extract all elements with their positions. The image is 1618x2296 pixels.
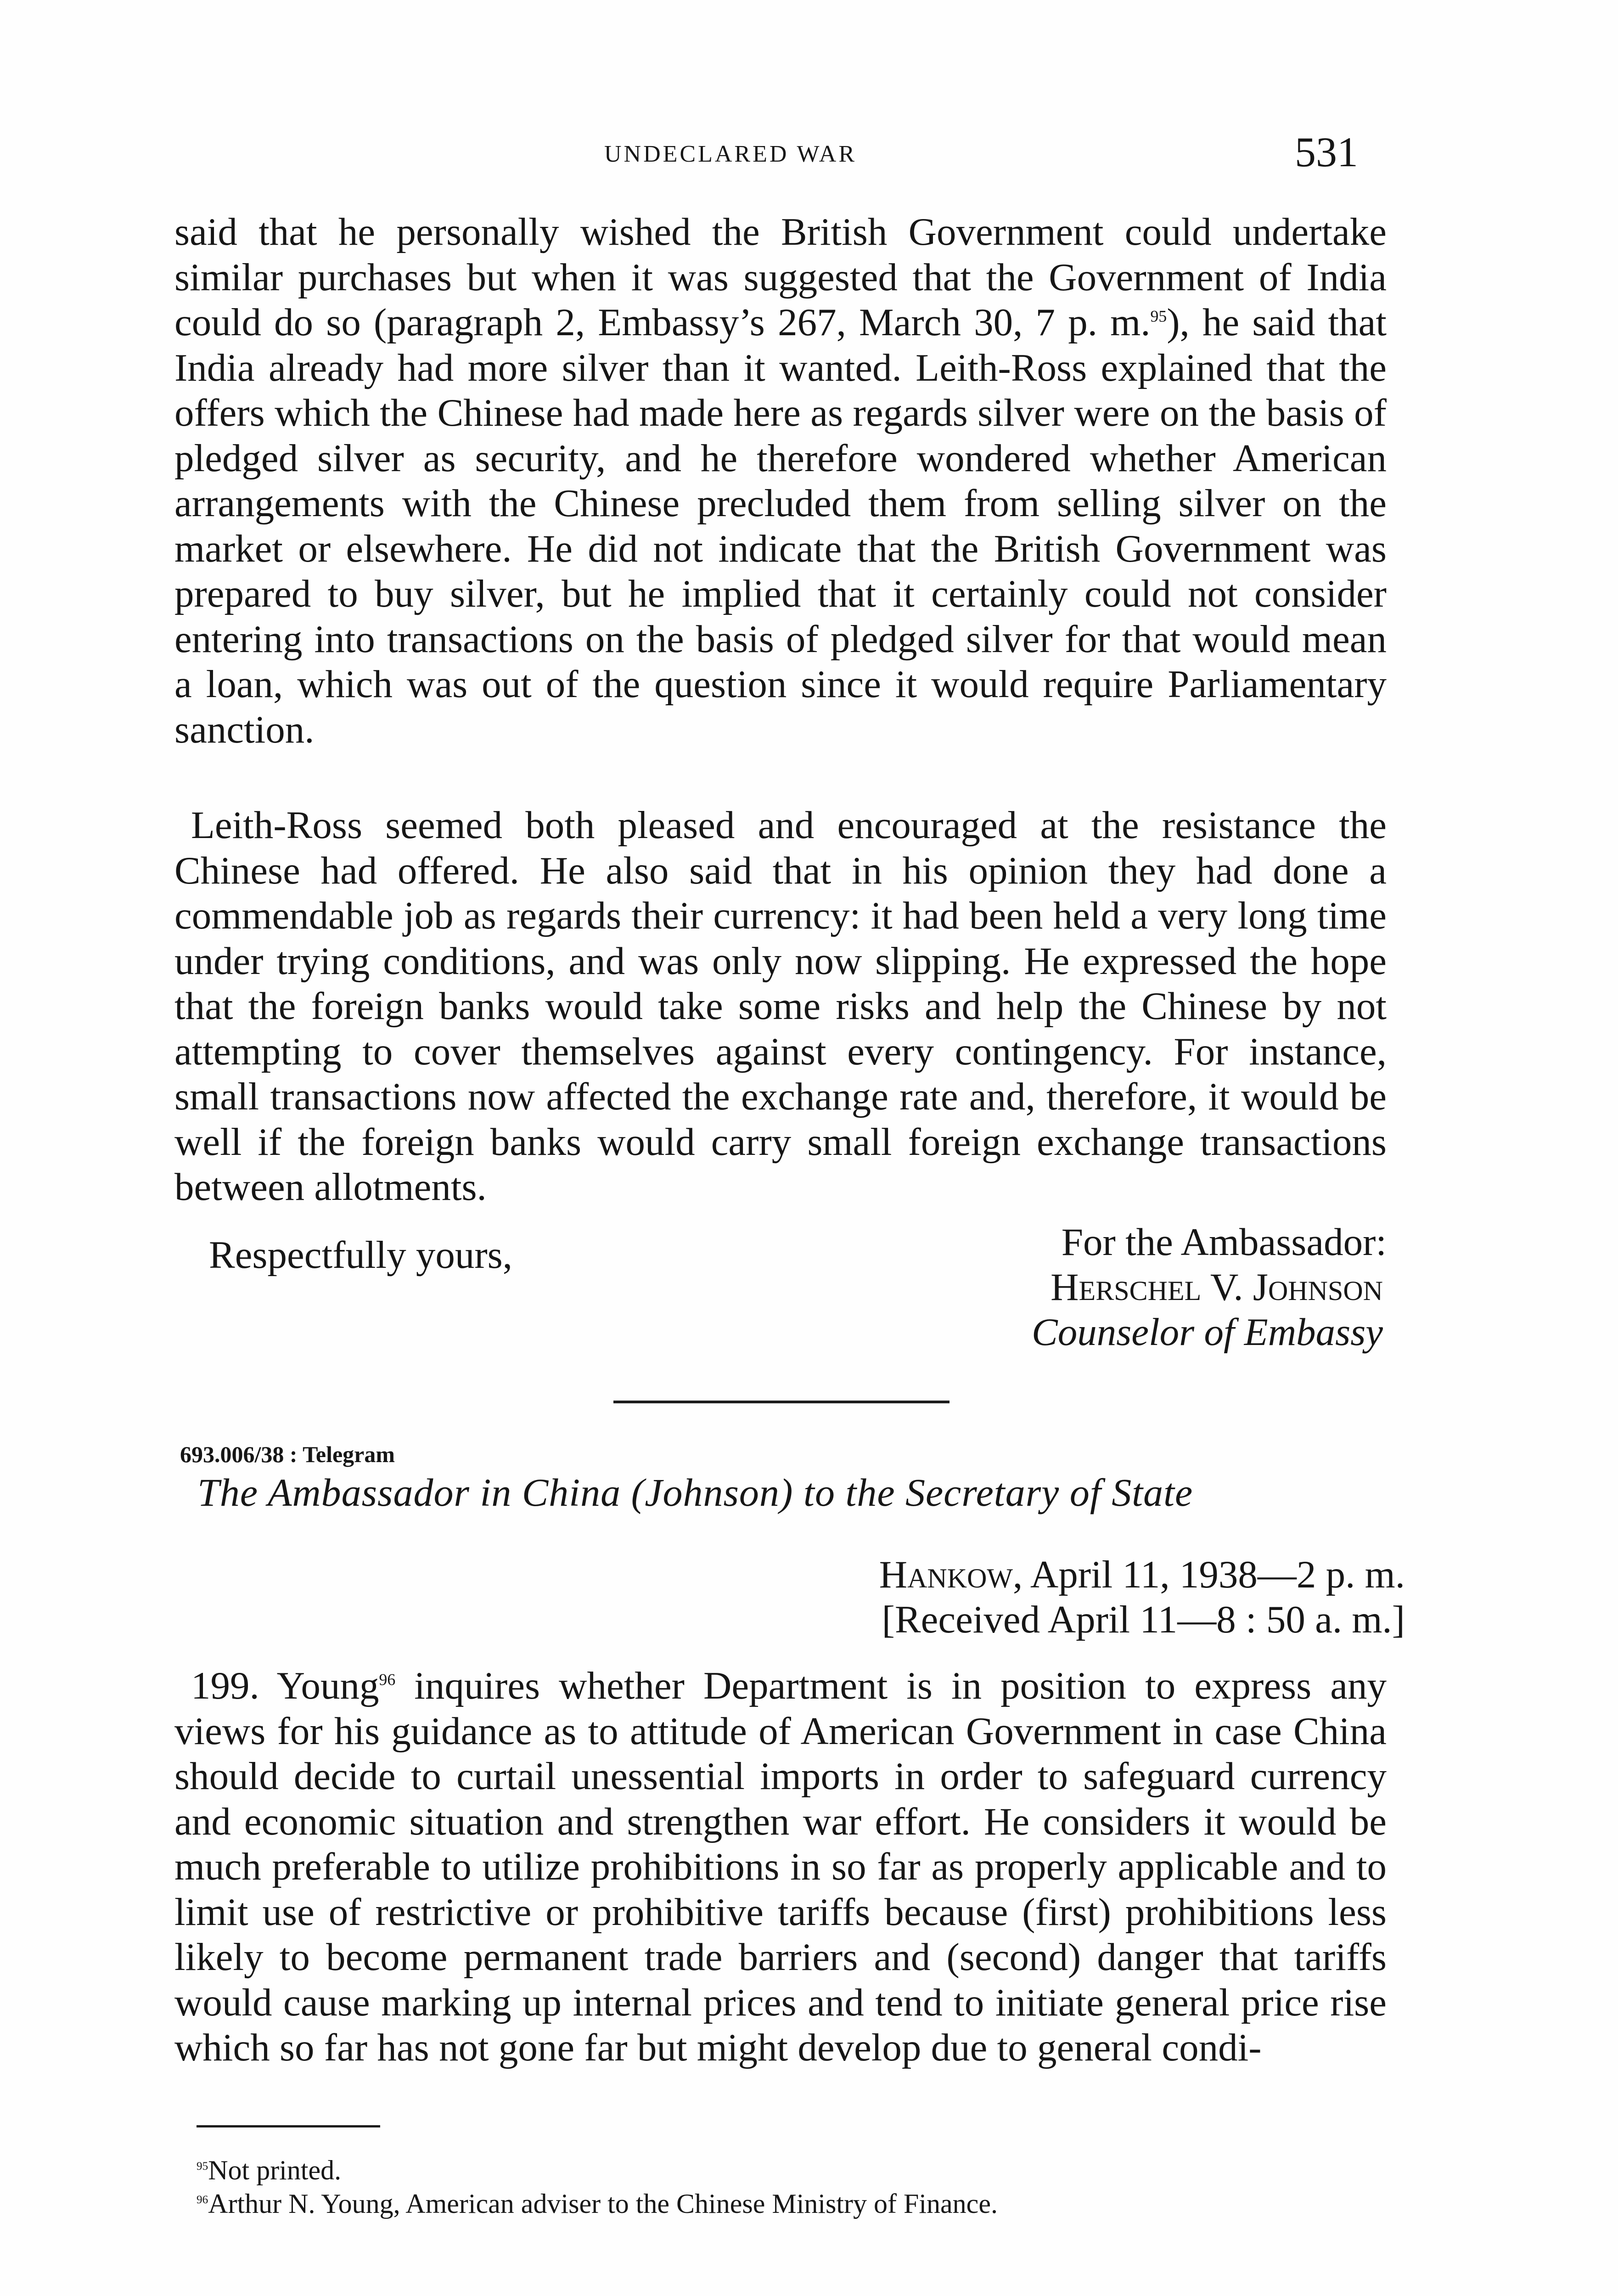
dateline [744, 1552, 1405, 1597]
letter-paragraph-1 [174, 209, 1387, 752]
signer-title: Counselor of Embassy [1032, 1311, 1383, 1354]
footnote-95-mark: 95 [197, 2160, 208, 2172]
document-heading: The Ambassador in China (Johnson) to the Secretary of State [197, 1470, 1193, 1514]
running-title: UNDECLARED WAR [604, 141, 857, 167]
letter-paragraph-2: Leith-Ross seemed both pleased and encouraged at the resistance the Chinese had offered. He also said that in his opinion they had done a commendable job as regards their currency: it had been held a very long time under trying conditions, and was only now slipping. He expressed the hope that the foreign banks would take some risks and help the Chinese by not attempting to cover themselves against every contingency. For instance, small transactions now affected the exchange rate and, therefore, it would be well if the foreign banks would carry small foreign exchange transactions between allotments. [174, 804, 1387, 1209]
telegram-paragraph [174, 1663, 1387, 2071]
place-name: Hankow [879, 1553, 1013, 1596]
footnote-divider [197, 2125, 380, 2127]
footnote-95 [197, 2155, 341, 2186]
file-number: 693.006/38 : Telegram [180, 1441, 395, 1467]
date-time: , April 11, 1938—2 p. m. [1013, 1553, 1405, 1596]
received-line: [Received April 11—8 : 50 a. m.] [882, 1598, 1405, 1641]
page-number: 531 [1295, 129, 1358, 175]
letter-paragraph-1-text-b: ), he said that India already had more silver than it wanted. Leith-Ross explained that the offers which the Chinese had made here as regards silver were on the basis of pledged silver as security, and he therefore wondered whether American arrangements with the Chinese precluded them from selling silver on the market or elsewhere. He did not indicate that the British Government was prepared to buy silver, but he implied that it certainly could not consider entering into transactions on the basis of pledged silver for that would mean a loan, which was out of the question since it would require Parliamentary sanction. [174, 301, 1387, 751]
closing-line: Respectfully yours, [209, 1233, 512, 1277]
footnote-96-mark: 96 [197, 2194, 208, 2206]
footnote-96 [197, 2188, 998, 2220]
telegram-paragraph-text: inquires whether Department is in position to express any views for his guidance as to attitude of American Government in case China should decide to curtail unessential imports in order to safeguard currency and economic situation and strengthen war effort. He considers it would be much preferable to utilize prohibitions in so far as properly applicable and to limit use of restrictive or prohibitive tariffs because (first) prohibitions less likely to become permanent trade barriers and (second) danger that tariffs would cause marking up internal prices and tend to initiate general price rise which so far has not gone far but might develop due to general condi- [174, 1664, 1387, 2069]
telegram-paragraph-start: 199. Young [191, 1664, 379, 1707]
for-ambassador-line: For the Ambassador: [1061, 1221, 1387, 1264]
section-divider [613, 1401, 949, 1403]
signer-name: Herschel V. Johnson [1051, 1266, 1383, 1309]
footnote-ref-96: 96 [379, 1670, 396, 1689]
letter-paragraph-1-text-a: said that he personally wished the British Government could undertake similar purchases but when it was suggested that the Government of India could do so (paragraph 2, Embassy’s 267, March 30, 7 p. m. [174, 210, 1387, 344]
footnote-95-text: Not printed. [208, 2155, 342, 2185]
footnote-ref-95: 95 [1150, 307, 1167, 326]
footnote-96-text: Arthur N. Young, American adviser to the Chinese Ministry of Finance. [208, 2189, 998, 2219]
